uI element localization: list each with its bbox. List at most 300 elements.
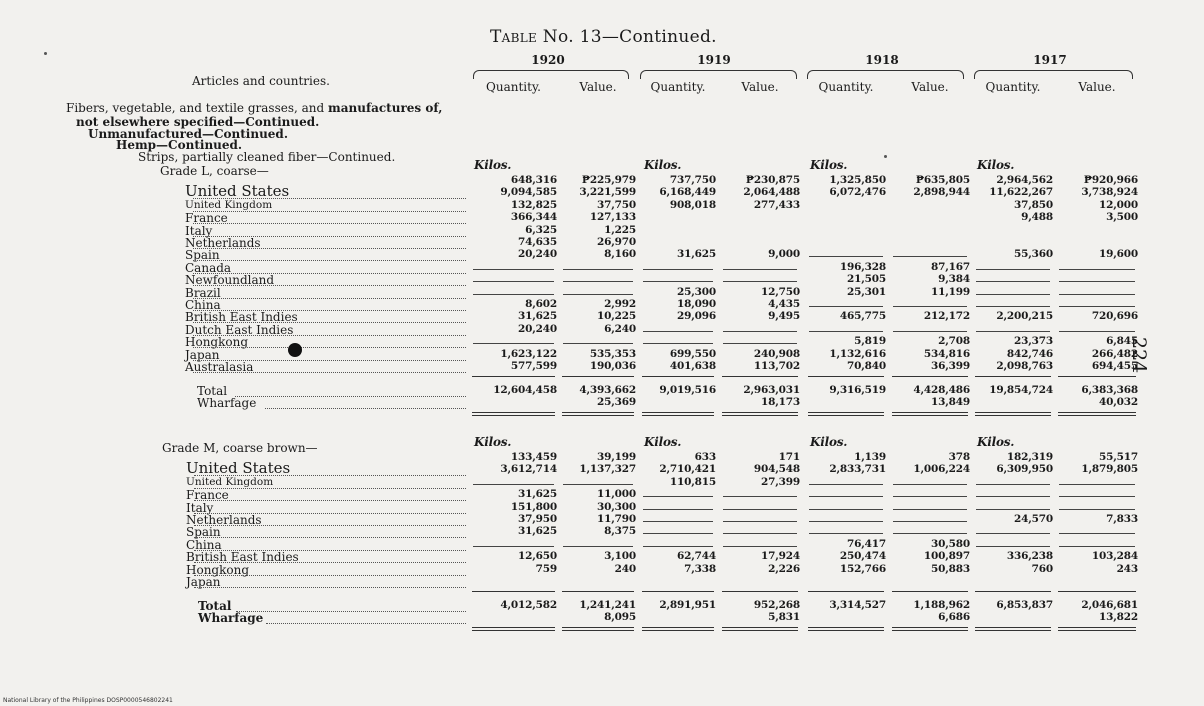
double-rule bbox=[808, 630, 884, 631]
sum-rule bbox=[892, 376, 968, 377]
total-cell: 4,428,486 bbox=[913, 384, 970, 397]
empty-cell-dash bbox=[723, 521, 797, 522]
country-label: United States bbox=[186, 459, 291, 478]
total-cell: 4,012,582 bbox=[500, 599, 557, 612]
empty-cell-dash bbox=[976, 496, 1050, 497]
total-cell: 2,891,951 bbox=[659, 599, 716, 612]
sum-rule bbox=[1058, 376, 1136, 377]
table-cell: 240,908 bbox=[753, 347, 800, 360]
wharfage-cell: 13,849 bbox=[931, 396, 970, 409]
double-rule bbox=[975, 630, 1051, 631]
scan-footer: National Library of the Philippines DOSP0000546802241 bbox=[3, 697, 173, 704]
empty-cell-dash bbox=[473, 294, 554, 295]
year-heading: 1918 bbox=[865, 53, 899, 67]
wharfage-cell: 25,369 bbox=[597, 396, 636, 409]
table-cell: 1,132,616 bbox=[829, 347, 886, 360]
empty-cell-dash bbox=[893, 256, 967, 257]
total-cell: 9,019,516 bbox=[659, 384, 716, 397]
empty-cell-dash bbox=[1059, 509, 1135, 510]
empty-cell-dash bbox=[563, 343, 633, 344]
table-cell: 465,775 bbox=[839, 310, 886, 323]
table-cell: 720,696 bbox=[1091, 310, 1138, 323]
table-cell: 1,139 bbox=[854, 451, 886, 463]
double-rule bbox=[722, 412, 798, 413]
year-heading: 1919 bbox=[697, 53, 731, 67]
country-label: Japan bbox=[185, 347, 220, 362]
table-cell: 110,815 bbox=[669, 475, 716, 488]
empty-cell-dash bbox=[643, 521, 713, 522]
quantity-column-header: Quantity. bbox=[650, 80, 706, 94]
table-cell: 37,850 bbox=[1014, 198, 1053, 211]
table-cell: 240 bbox=[614, 562, 636, 575]
table-cell: 12,000 bbox=[1099, 198, 1138, 211]
total-cell: 1,188,962 bbox=[913, 599, 970, 612]
double-rule bbox=[892, 412, 968, 413]
unit-label: Kilos. bbox=[474, 158, 512, 172]
empty-cell-dash bbox=[893, 306, 967, 307]
double-rule bbox=[642, 412, 714, 413]
sum-rule bbox=[562, 376, 634, 377]
unit-label: Kilos. bbox=[810, 158, 848, 172]
empty-cell-dash bbox=[473, 546, 554, 547]
empty-cell-dash bbox=[643, 546, 713, 547]
table-cell: 50,883 bbox=[931, 562, 970, 575]
year-brace bbox=[473, 70, 629, 79]
table-cell: 7,338 bbox=[684, 562, 716, 575]
country-label: Italy bbox=[185, 223, 213, 238]
table-cell: 1,225 bbox=[604, 223, 636, 236]
empty-cell-dash bbox=[893, 484, 967, 485]
title-rest: No. 13—Continued. bbox=[542, 27, 717, 47]
empty-cell-dash bbox=[723, 331, 797, 332]
empty-cell-dash bbox=[643, 509, 713, 510]
country-label: Brazil bbox=[185, 285, 221, 300]
dot-leader bbox=[193, 248, 466, 249]
empty-cell-dash bbox=[809, 521, 883, 522]
dot-leader bbox=[193, 285, 466, 286]
table-cell: 30,580 bbox=[931, 537, 970, 550]
table-cell: 6,168,449 bbox=[659, 186, 716, 199]
empty-cell-dash bbox=[809, 306, 883, 307]
sum-rule bbox=[472, 376, 555, 377]
table-cell: 3,738,924 bbox=[1081, 186, 1138, 199]
fibers-heading bbox=[66, 101, 442, 115]
table-cell: 39,199 bbox=[597, 451, 636, 463]
table-cell: 29,096 bbox=[677, 310, 716, 323]
empty-cell-dash bbox=[563, 281, 633, 282]
empty-cell-dash bbox=[976, 306, 1050, 307]
page-number: 224 bbox=[1128, 337, 1150, 374]
country-label: Canada bbox=[185, 260, 232, 275]
empty-cell-dash bbox=[723, 509, 797, 510]
table-cell: 2,833,731 bbox=[829, 463, 886, 476]
table-cell: 11,622,267 bbox=[989, 186, 1053, 199]
empty-cell-dash bbox=[809, 533, 883, 534]
table-cell: 737,750 bbox=[669, 174, 716, 186]
table-cell: 9,000 bbox=[768, 248, 800, 261]
empty-cell-dash bbox=[809, 496, 883, 497]
table-cell: 113,702 bbox=[753, 360, 800, 372]
value-column-header: Value. bbox=[579, 80, 617, 94]
empty-cell-dash bbox=[976, 509, 1050, 510]
year-heading: 1917 bbox=[1033, 53, 1067, 67]
table-cell: 152,766 bbox=[839, 562, 886, 575]
table-cell: 3,100 bbox=[604, 550, 636, 563]
country-label: France bbox=[185, 211, 228, 226]
table-cell: 100,897 bbox=[923, 550, 970, 563]
table-cell: 36,399 bbox=[931, 360, 970, 372]
empty-cell-dash bbox=[1059, 294, 1135, 295]
sum-rule bbox=[808, 376, 884, 377]
wharfage-cell: 18,173 bbox=[761, 396, 800, 409]
table-cell: 62,744 bbox=[677, 550, 716, 563]
table-cell: 212,172 bbox=[923, 310, 970, 323]
total-cell: 12,604,458 bbox=[493, 384, 557, 397]
total-cell: 19,854,724 bbox=[989, 384, 1053, 397]
country-label: China bbox=[186, 537, 222, 552]
table-cell: 2,992 bbox=[604, 298, 636, 310]
table-cell: 6,325 bbox=[525, 223, 557, 236]
empty-cell-dash bbox=[976, 281, 1050, 282]
table-cell: 2,098,763 bbox=[996, 360, 1053, 372]
table-cell: 103,284 bbox=[1091, 550, 1138, 563]
double-rule bbox=[975, 412, 1051, 413]
table-cell: 190,036 bbox=[589, 360, 636, 372]
table-cell: 4,435 bbox=[768, 298, 800, 310]
table-cell: 633 bbox=[694, 451, 716, 463]
dot-leader bbox=[193, 347, 466, 348]
double-rule bbox=[472, 627, 555, 628]
double-rule bbox=[642, 627, 714, 628]
empty-cell-dash bbox=[723, 533, 797, 534]
empty-cell-dash bbox=[1059, 306, 1135, 307]
quantity-column-header: Quantity. bbox=[985, 80, 1041, 94]
table-cell: 10,225 bbox=[597, 310, 636, 323]
dot-leader bbox=[265, 408, 466, 409]
double-rule bbox=[1058, 412, 1136, 413]
sum-rule bbox=[562, 591, 634, 592]
table-cell: 23,373 bbox=[1014, 335, 1053, 348]
table-cell: 1,879,805 bbox=[1081, 463, 1138, 476]
table-cell: 9,384 bbox=[938, 273, 970, 286]
speck bbox=[884, 155, 887, 158]
table-cell: 74,635 bbox=[518, 236, 557, 248]
table-cell: 8,602 bbox=[525, 298, 557, 310]
table-cell: 1,137,327 bbox=[579, 463, 636, 476]
table-cell: 24,570 bbox=[1014, 513, 1053, 525]
sum-rule bbox=[808, 591, 884, 592]
empty-cell-dash bbox=[976, 331, 1050, 332]
country-label: Dutch East Indies bbox=[185, 322, 294, 337]
unit-label: Kilos. bbox=[977, 435, 1015, 449]
dot-leader bbox=[194, 575, 466, 576]
empty-cell-dash bbox=[643, 269, 713, 270]
empty-cell-dash bbox=[976, 294, 1050, 295]
table-cell: 3,612,714 bbox=[500, 463, 557, 476]
table-cell: 699,550 bbox=[669, 347, 716, 360]
double-rule bbox=[975, 627, 1051, 628]
table-cell: 401,638 bbox=[669, 360, 716, 372]
table-cell: 694,455 bbox=[1091, 360, 1138, 372]
table-cell: 151,800 bbox=[510, 500, 557, 513]
table-cell: 2,708 bbox=[938, 335, 970, 348]
country-label: Japan bbox=[186, 575, 221, 589]
value-column-header: Value. bbox=[911, 80, 949, 94]
table-cell: 1,623,122 bbox=[500, 347, 557, 360]
double-rule bbox=[562, 412, 634, 413]
dot-leader bbox=[266, 623, 466, 624]
table-cell: 127,133 bbox=[589, 211, 636, 224]
double-rule bbox=[808, 412, 884, 413]
country-label: Australasia bbox=[185, 360, 254, 374]
total-cell: 9,316,519 bbox=[829, 384, 886, 397]
table-cell: 133,459 bbox=[510, 451, 557, 463]
country-label: British East Indies bbox=[186, 550, 299, 565]
empty-cell-dash bbox=[1059, 496, 1135, 497]
total-cell: 6,853,837 bbox=[996, 599, 1053, 612]
total-cell: 952,268 bbox=[753, 599, 800, 612]
table-cell: 37,950 bbox=[518, 513, 557, 525]
empty-cell-dash bbox=[1059, 269, 1135, 270]
table-cell: 6,240 bbox=[604, 322, 636, 335]
table-cell: 2,064,488 bbox=[743, 186, 800, 199]
empty-cell-dash bbox=[893, 496, 967, 497]
table-cell: 2,200,215 bbox=[996, 310, 1053, 323]
table-cell: ₱230,875 bbox=[745, 174, 800, 186]
wharfage-cell: 13,822 bbox=[1099, 611, 1138, 624]
sum-rule bbox=[472, 591, 555, 592]
country-label: Spain bbox=[185, 248, 220, 263]
table-cell: 26,970 bbox=[597, 236, 636, 248]
sum-rule bbox=[975, 376, 1051, 377]
empty-cell-dash bbox=[809, 331, 883, 332]
year-heading: 1920 bbox=[531, 53, 565, 67]
total-label: Total bbox=[198, 599, 232, 614]
table-cell: 9,094,585 bbox=[500, 186, 557, 199]
country-label: Hongkong bbox=[186, 562, 250, 577]
dot-leader bbox=[193, 260, 466, 261]
total-cell: 2,046,681 bbox=[1081, 599, 1138, 612]
country-label: Newfoundland bbox=[185, 273, 275, 288]
table-cell: 648,316 bbox=[510, 174, 557, 186]
table-cell: 535,353 bbox=[589, 347, 636, 360]
table-cell: 366,344 bbox=[510, 211, 557, 224]
double-rule bbox=[808, 627, 884, 628]
total-cell: 1,241,241 bbox=[579, 599, 636, 612]
empty-cell-dash bbox=[473, 281, 554, 282]
table-cell: 70,840 bbox=[847, 360, 886, 372]
table-cell: 25,300 bbox=[677, 285, 716, 298]
table-cell: 1,325,850 bbox=[829, 174, 886, 186]
table-cell: 6,845 bbox=[1106, 335, 1138, 348]
sum-rule bbox=[642, 591, 714, 592]
dot-leader bbox=[194, 537, 466, 538]
total-cell: 6,383,368 bbox=[1081, 384, 1138, 397]
table-cell: 266,482 bbox=[1091, 347, 1138, 360]
fibers-heading-bold: manufactures of, bbox=[328, 101, 443, 115]
empty-cell-dash bbox=[809, 509, 883, 510]
country-label: United States bbox=[185, 182, 290, 201]
dot-leader bbox=[193, 372, 466, 373]
table-cell: 2,710,421 bbox=[659, 463, 716, 476]
table-cell: 21,505 bbox=[847, 273, 886, 286]
empty-cell-dash bbox=[1059, 281, 1135, 282]
empty-cell-dash bbox=[893, 521, 967, 522]
total-cell: 2,963,031 bbox=[743, 384, 800, 397]
empty-cell-dash bbox=[893, 533, 967, 534]
empty-cell-dash bbox=[893, 509, 967, 510]
table-cell: 9,488 bbox=[1021, 211, 1053, 224]
table-cell: ₱225,979 bbox=[581, 174, 636, 186]
empty-cell-dash bbox=[976, 484, 1050, 485]
empty-cell-dash bbox=[809, 484, 883, 485]
table-cell: 759 bbox=[535, 562, 557, 575]
table-cell: 6,072,476 bbox=[829, 186, 886, 199]
value-column-header: Value. bbox=[741, 80, 779, 94]
table-cell: 25,301 bbox=[847, 285, 886, 298]
table-cell: 8,160 bbox=[604, 248, 636, 261]
country-label: Netherlands bbox=[185, 236, 261, 250]
double-rule bbox=[892, 627, 968, 628]
ink-blot bbox=[288, 343, 302, 357]
table-cell: 17,924 bbox=[761, 550, 800, 563]
table-cell: 336,238 bbox=[1006, 550, 1053, 563]
empty-cell-dash bbox=[976, 269, 1050, 270]
table-cell: 6,309,950 bbox=[996, 463, 1053, 476]
table-cell: 277,433 bbox=[753, 198, 800, 211]
country-label: Netherlands bbox=[186, 513, 262, 527]
empty-cell-dash bbox=[643, 343, 713, 344]
double-rule bbox=[1058, 630, 1136, 631]
unit-label: Kilos. bbox=[644, 158, 682, 172]
unit-label: Kilos. bbox=[977, 158, 1015, 172]
table-cell: 534,816 bbox=[923, 347, 970, 360]
double-rule bbox=[642, 630, 714, 631]
empty-cell-dash bbox=[893, 331, 967, 332]
wharfage-label: Wharfage bbox=[198, 611, 264, 626]
double-rule bbox=[975, 415, 1051, 416]
empty-cell-dash bbox=[563, 294, 633, 295]
wharfage-cell: 8,095 bbox=[604, 611, 636, 624]
table-cell: 76,417 bbox=[847, 537, 886, 550]
dot-leader bbox=[193, 211, 466, 212]
articles-header: Articles and countries. bbox=[192, 74, 330, 88]
unit-label: Kilos. bbox=[474, 435, 512, 449]
wharfage-cell: 5,831 bbox=[768, 611, 800, 624]
unit-label: Kilos. bbox=[644, 435, 682, 449]
table-cell: 11,790 bbox=[597, 513, 636, 525]
empty-cell-dash bbox=[473, 269, 554, 270]
total-cell: 3,314,527 bbox=[829, 599, 886, 612]
table-cell: ₱920,966 bbox=[1083, 174, 1138, 186]
table-cell: ₱635,805 bbox=[915, 174, 970, 186]
dot-leader bbox=[194, 525, 466, 526]
table-cell: 20,240 bbox=[518, 248, 557, 261]
dot-leader bbox=[194, 500, 466, 501]
empty-cell-dash bbox=[563, 546, 633, 547]
speck bbox=[44, 52, 47, 55]
table-cell: 250,474 bbox=[839, 550, 886, 563]
table-cell: 11,199 bbox=[931, 285, 970, 298]
double-rule bbox=[722, 415, 798, 416]
empty-cell-dash bbox=[976, 533, 1050, 534]
empty-cell-dash bbox=[1059, 533, 1135, 534]
double-rule bbox=[562, 630, 634, 631]
table-cell: 12,750 bbox=[761, 285, 800, 298]
table-cell: 760 bbox=[1031, 562, 1053, 575]
table-cell: 18,090 bbox=[677, 298, 716, 310]
empty-cell-dash bbox=[1059, 484, 1135, 485]
empty-cell-dash bbox=[809, 256, 883, 257]
country-label: Hongkong bbox=[185, 335, 249, 350]
double-rule bbox=[562, 627, 634, 628]
empty-cell-dash bbox=[976, 546, 1050, 547]
sum-rule bbox=[722, 591, 798, 592]
year-brace bbox=[974, 70, 1133, 79]
dot-leader bbox=[193, 298, 466, 299]
year-brace bbox=[640, 70, 797, 79]
table-cell: 132,825 bbox=[510, 198, 557, 211]
double-rule bbox=[808, 415, 884, 416]
empty-cell-dash bbox=[1059, 546, 1135, 547]
table-cell: 5,819 bbox=[854, 335, 886, 348]
table-cell: 908,018 bbox=[669, 198, 716, 211]
double-rule bbox=[472, 415, 555, 416]
table-cell: 904,548 bbox=[753, 463, 800, 476]
table-cell: 31,625 bbox=[677, 248, 716, 261]
quantity-column-header: Quantity. bbox=[486, 80, 541, 94]
double-rule bbox=[472, 630, 555, 631]
empty-cell-dash bbox=[473, 484, 554, 485]
table-cell: 171 bbox=[778, 451, 800, 463]
dot-leader bbox=[236, 611, 466, 612]
dot-leader bbox=[194, 587, 466, 588]
table-cell: 2,226 bbox=[768, 562, 800, 575]
table-cell: 1,006,224 bbox=[913, 463, 970, 476]
table-cell: 20,240 bbox=[518, 322, 557, 335]
dot-leader bbox=[194, 488, 466, 489]
grade-heading: Grade M, coarse brown— bbox=[162, 441, 318, 455]
empty-cell-dash bbox=[563, 269, 633, 270]
table-cell: 31,625 bbox=[518, 525, 557, 538]
table-cell: 182,319 bbox=[1006, 451, 1053, 463]
unit-label: Kilos. bbox=[810, 435, 848, 449]
double-rule bbox=[722, 630, 798, 631]
dot-leader bbox=[235, 396, 466, 397]
total-label: Total bbox=[197, 384, 228, 399]
table-cell: 55,517 bbox=[1099, 451, 1138, 463]
dot-leader bbox=[193, 223, 466, 224]
table-cell: 3,221,599 bbox=[579, 186, 636, 199]
table-cell: 19,600 bbox=[1099, 248, 1138, 261]
country-label: United Kingdom bbox=[185, 198, 273, 211]
sum-rule bbox=[642, 376, 714, 377]
double-rule bbox=[1058, 415, 1136, 416]
fibers-heading-text: Fibers, vegetable, and textile grasses, and bbox=[66, 101, 325, 115]
table-cell: 243 bbox=[1116, 562, 1138, 575]
empty-cell-dash bbox=[1059, 331, 1135, 332]
title-prefix: Table bbox=[490, 27, 538, 47]
double-rule bbox=[892, 630, 968, 631]
table-cell: 196,328 bbox=[839, 260, 886, 273]
table-cell: 12,650 bbox=[518, 550, 557, 563]
table-cell: 378 bbox=[948, 451, 970, 463]
country-label: Italy bbox=[186, 500, 214, 515]
empty-cell-dash bbox=[723, 496, 797, 497]
table-cell: 577,599 bbox=[510, 360, 557, 372]
table-cell: 30,300 bbox=[597, 500, 636, 513]
year-brace bbox=[807, 70, 964, 79]
